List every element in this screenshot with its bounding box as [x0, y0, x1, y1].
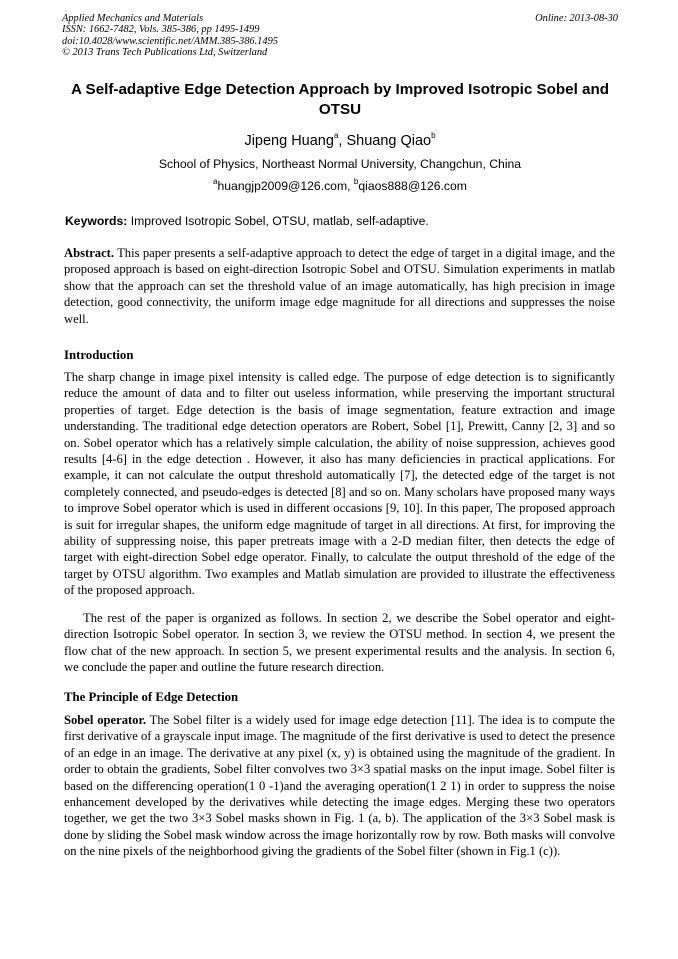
online-date: Online: 2013-08-30: [535, 13, 618, 24]
author-separator: ,: [338, 133, 347, 149]
author-2-name: Shuang Qiao: [346, 133, 432, 149]
doi-line: doi:10.4028/www.scientific.net/AMM.385-386.1495: [62, 35, 278, 47]
paper-title: A Self-adaptive Edge Detection Approach by Improved Isotropic Sobel and OTSU: [70, 81, 610, 118]
introduction-heading: Introduction: [64, 348, 134, 362]
sobel-lead: Sobel operator.: [64, 713, 147, 727]
email-b: qiaos888@126.com: [358, 179, 467, 193]
author-2-mark: b: [431, 131, 436, 141]
email-line: [62, 178, 618, 194]
copyright-line: © 2013 Trans Tech Publications Ltd, Switzerland: [62, 46, 268, 58]
keywords-text: Improved Isotropic Sobel, OTSU, matlab, self-adaptive.: [127, 214, 429, 228]
author-1-name: Jipeng Huang: [244, 133, 334, 149]
principle-heading: The Principle of Edge Detection: [64, 690, 239, 704]
email-separator: ,: [347, 179, 354, 193]
sobel-text: The Sobel filter is a widely used for image edge detection [11]. The idea is to compute the first derivative of a grayscale input image. The magnitude of the first derivative is used to detect the presence of an edge in an image. The derivative at any pixel (x, y) is obtained using the magnitude of the gradient. In order to obtain the gradients, Sobel filter convolves two 3×3 spatial masks on the input image. Sobel filter is based on the differencing operation(1 0 -1)and the averaging operation(1 2 1) in order to suppress the noise enhancement developed by the derivatives while detecting the image edges. Merging these two operators together, we get the two 3×3 Sobel masks shown in Fig. 1 (a, b). The application of the 3×3 Sobel mask is done by sliding the Sobel mask window across the image horizontally row by row. Both masks will convolve on the nine pixels of the neighborhood giving the gradients of the Sobel filter (shown in Fig.1 (c)).: [64, 713, 615, 859]
abstract-label: Abstract.: [64, 246, 115, 260]
email-b-mark: b: [353, 176, 359, 186]
author-line: [62, 132, 618, 150]
introduction-paragraph-2: The rest of the paper is organized as follows. In section 2, we describe the Sobel operator and eight-direction Isotropic Sobel operator. In section 3, we review the OTSU method. In section 4, we present the flow chat of the new approach. In section 5, we present experimental results and the analysis. In section 6, we conclude the paper and outline the future research direction.: [64, 611, 615, 675]
issn-line: ISSN: 1662-7482, Vols. 385-386, pp 1495-1499: [62, 24, 260, 36]
keywords: [65, 213, 618, 229]
journal-name: Applied Mechanics and Materials: [62, 13, 204, 24]
abstract-paragraph: [64, 245, 615, 327]
keywords-label: Keywords:: [65, 214, 128, 228]
email-a-mark: a: [213, 176, 218, 186]
author-1-mark: a: [333, 131, 339, 141]
sobel-paragraph: [64, 712, 615, 860]
affiliation: School of Physics, Northeast Normal University, Changchun, China: [158, 157, 522, 171]
introduction-paragraph-1: The sharp change in image pixel intensity is called edge. The purpose of edge detection is to significantly reduce the amount of data and to filter out useless information, while preserving the important structural properties of target. Edge detection is the basis of image segmentation, feature extraction and image understanding. The traditional edge detection operators are Robert, Sobel [1], Prewitt, Canny [2, 3] and so on. Sobel operator which has a relatively simple calculation, the ability of noise suppression, achieves good results [4-6] in the edge detection . However, it also has many deficiencies in practical applications. For example, it can not calculate the output threshold automatically [7], the detected edge of the target is not completely connected, and pseudo-edges is detected [8] and so on. Many scholars have proposed many ways to improve Sobel operator which is used in different occasions [9, 10]. In this paper, The proposed approach is suit for irregular shapes, the uniform edge magnitude of target in all directions. At first, for improving the ability of suppressing noise, this paper pretreats image with a 2-D median filter, then detects the edge of target with eight-direction Sobel edge operator. Finally, to calculate the output threshold of the edge of the target by OTSU algorithm. Two examples and Matlab simulation are provided to illustrate the effectiveness of the proposed approach.: [64, 370, 615, 598]
email-a: huangjp2009@126.com: [217, 179, 348, 193]
journal-header: [62, 13, 618, 58]
abstract-text: This paper presents a self-adaptive approach to detect the edge of target in a digital image, and the proposed approach is based on eight-direction Isotropic Sobel and OTSU. Simulation experiments in matlab show that the approach can set the threshold value of an image automatically, has high precision in image detection, good connectivity, the uniform image edge magnitude for all directions and suppresses the noise well.: [64, 246, 615, 326]
